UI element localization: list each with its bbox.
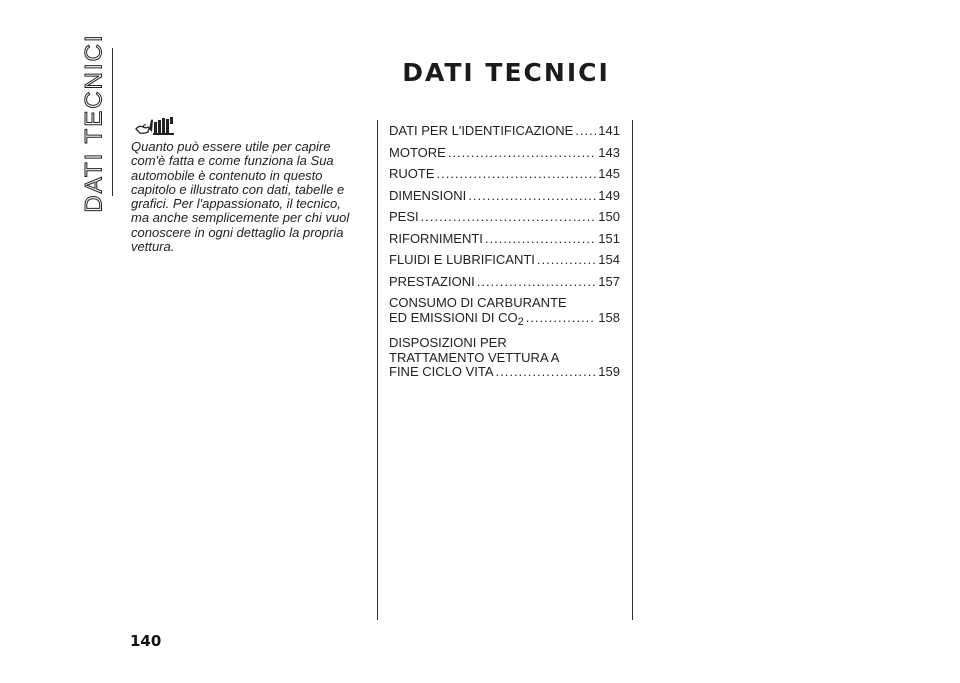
toc-dot-leader xyxy=(421,210,597,225)
intro-paragraph: Quanto può essere utile per capire com'è fatta e come funziona la Sua automobile è contenuto in questo capitolo e illustrato con dati, tabelle e grafici. Per l'appassionato, il tecnico, ma anche semplicemente per chi vuol conoscere in ogni dettaglio la propria vettura. xyxy=(131,139,350,255)
toc-item-label: FINE CICLO VITA xyxy=(389,364,494,379)
toc-dot-leader xyxy=(496,365,597,380)
toc-item-label: PESI xyxy=(389,209,419,224)
toc-page-number: 149 xyxy=(598,187,620,203)
toc-item-label: PRESTAZIONI xyxy=(389,273,475,289)
toc-dot-leader xyxy=(526,311,597,326)
toc-item[interactable] xyxy=(389,296,620,329)
toc-item-label: RUOTE xyxy=(389,166,435,181)
toc-page-number: 141 xyxy=(598,123,620,138)
toc-dot-leader xyxy=(468,189,596,204)
toc-dot-leader xyxy=(437,167,597,182)
toc-item-label: ED EMISSIONI DI CO xyxy=(389,309,518,325)
toc-item[interactable] xyxy=(389,253,620,268)
toc-item[interactable] xyxy=(389,124,620,139)
side-title-divider xyxy=(112,48,113,196)
toc-item[interactable] xyxy=(389,275,620,290)
table-of-contents xyxy=(389,124,620,387)
toc-item-label-last-line xyxy=(389,311,524,330)
toc-item[interactable] xyxy=(389,232,620,247)
toc-item[interactable] xyxy=(389,146,620,161)
toc-item-label: FLUIDI E LUBRIFICANTI xyxy=(389,252,535,267)
toc-dot-leader xyxy=(477,275,597,290)
toc-item-label: MOTORE xyxy=(389,144,446,160)
toc-item-label-line: DISPOSIZIONI PER xyxy=(389,335,507,350)
toc-page-number: 158 xyxy=(598,309,620,325)
toc-item-label: DIMENSIONI xyxy=(389,187,467,203)
toc-dot-leader xyxy=(575,124,596,139)
toc-item[interactable] xyxy=(389,189,620,204)
hand-reading-icon xyxy=(134,116,178,138)
toc-item[interactable] xyxy=(389,167,620,182)
toc-dot-leader xyxy=(537,253,596,268)
toc-item-label: DATI PER L'IDENTIFICAZIONE xyxy=(389,123,574,138)
toc-item-label-line: CONSUMO DI CARBURANTE xyxy=(389,295,567,310)
toc-page-number: 145 xyxy=(598,166,620,181)
toc-dot-leader xyxy=(448,146,596,161)
toc-page-number: 151 xyxy=(598,230,620,246)
column-divider-left xyxy=(377,120,378,620)
toc-dot-leader xyxy=(485,232,596,247)
page-title: DATI TECNICI xyxy=(402,58,610,87)
toc-page-number: 150 xyxy=(598,209,620,224)
toc-item[interactable] xyxy=(389,336,620,380)
page-number: 140 xyxy=(130,632,162,650)
column-divider-right xyxy=(632,120,633,620)
toc-item-label-line: TRATTAMENTO VETTURA A xyxy=(389,349,560,365)
toc-item-subscript: 2 xyxy=(517,315,524,328)
toc-item[interactable] xyxy=(389,210,620,225)
toc-page-number: 157 xyxy=(598,273,620,289)
toc-page-number: 154 xyxy=(598,252,620,267)
toc-page-number: 143 xyxy=(598,144,620,160)
side-section-title-text: DATI TECNICI xyxy=(81,33,108,213)
side-section-title xyxy=(81,33,108,213)
toc-item-label: RIFORNIMENTI xyxy=(389,230,483,246)
toc-page-number: 159 xyxy=(598,364,620,379)
